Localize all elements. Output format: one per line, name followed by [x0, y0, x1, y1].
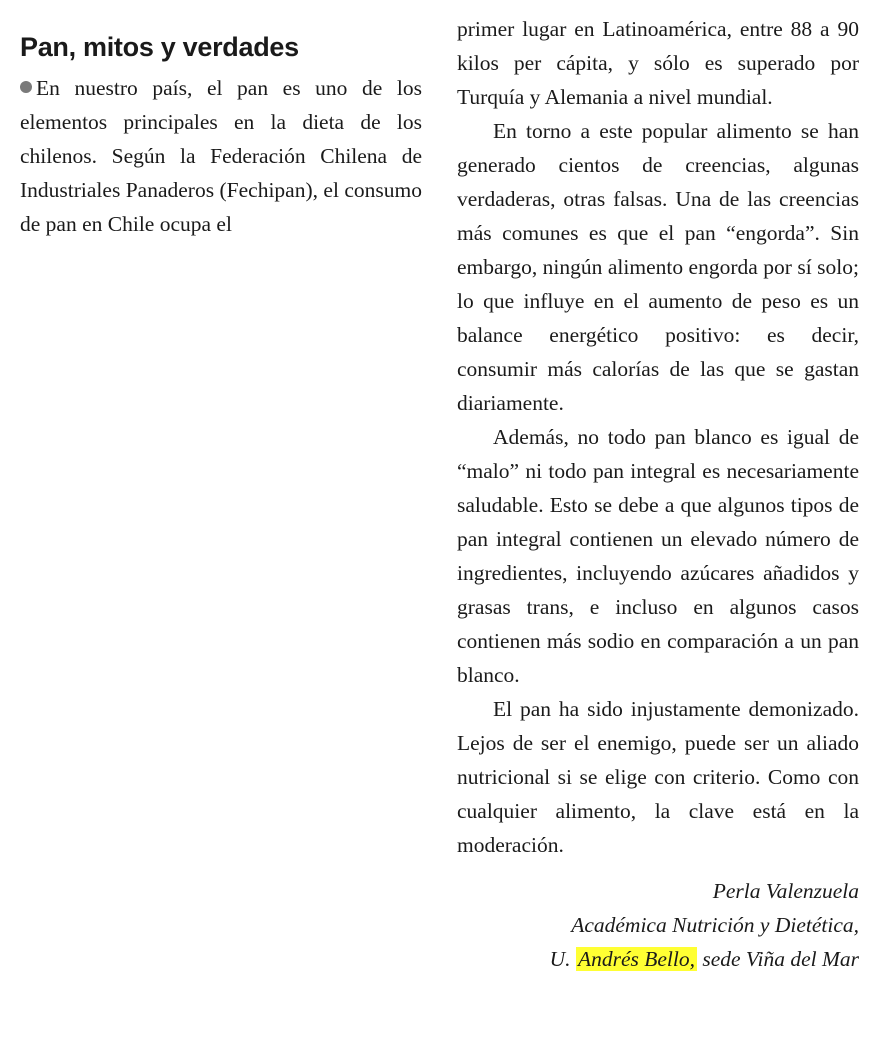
lead-paragraph [20, 71, 422, 241]
paragraph-2: En torno a este popular alimento se han generado cientos de creencias, algunas verdaderas, otras falsas. Una de las creencias más comunes es que el pan “engorda”. Sin embargo, ningún alimento engorda por sí solo; lo que influye en el aumento de peso es un balance energético positivo: es decir, consumir más calorías de las que se gastan diariamente. [457, 119, 859, 415]
affiliation-suffix: sede Viña del Mar [702, 947, 859, 971]
paragraph-4: El pan ha sido injustamente demonizado. Lejos de ser el enemigo, puede ser un aliado nutricional si se elige con criterio. Como con cualquier alimento, la clave está en la moderación. [457, 697, 859, 857]
left-column [20, 0, 422, 241]
author-affiliation [457, 942, 859, 976]
paragraph-continuation: primer lugar en Latinoamérica, entre 88 a 90 kilos per cápita, y sólo es superado por Turquía y Alemania a nivel mundial. [457, 17, 859, 109]
paragraph-3: Además, no todo pan blanco es igual de “malo” ni todo pan integral es necesariamente saludable. Esto se debe a que algunos tipos de pan integral contienen un elevado número de ingredientes, incluyendo azúcares añadidos y grasas trans, e incluso en algunos casos contienen más sodio en comparación a un pan blanco. [457, 425, 859, 687]
bullet-icon [20, 81, 32, 93]
highlighted-university: Andrés Bello, [577, 947, 695, 971]
author-role: Académica Nutrición y Dietética, [571, 913, 859, 937]
signature [457, 874, 859, 976]
lead-text: En nuestro país, el pan es uno de los elementos principales en la dieta de los chilenos. Según la Federación Chilena de Industriales Panaderos (Fechipan), el consumo de pan en Chile ocupa el [20, 76, 422, 236]
right-column [457, 0, 859, 976]
author-name: Perla Valenzuela [712, 879, 859, 903]
article-title: Pan, mitos y verdades [20, 32, 299, 62]
affiliation-prefix: U. [549, 947, 571, 971]
